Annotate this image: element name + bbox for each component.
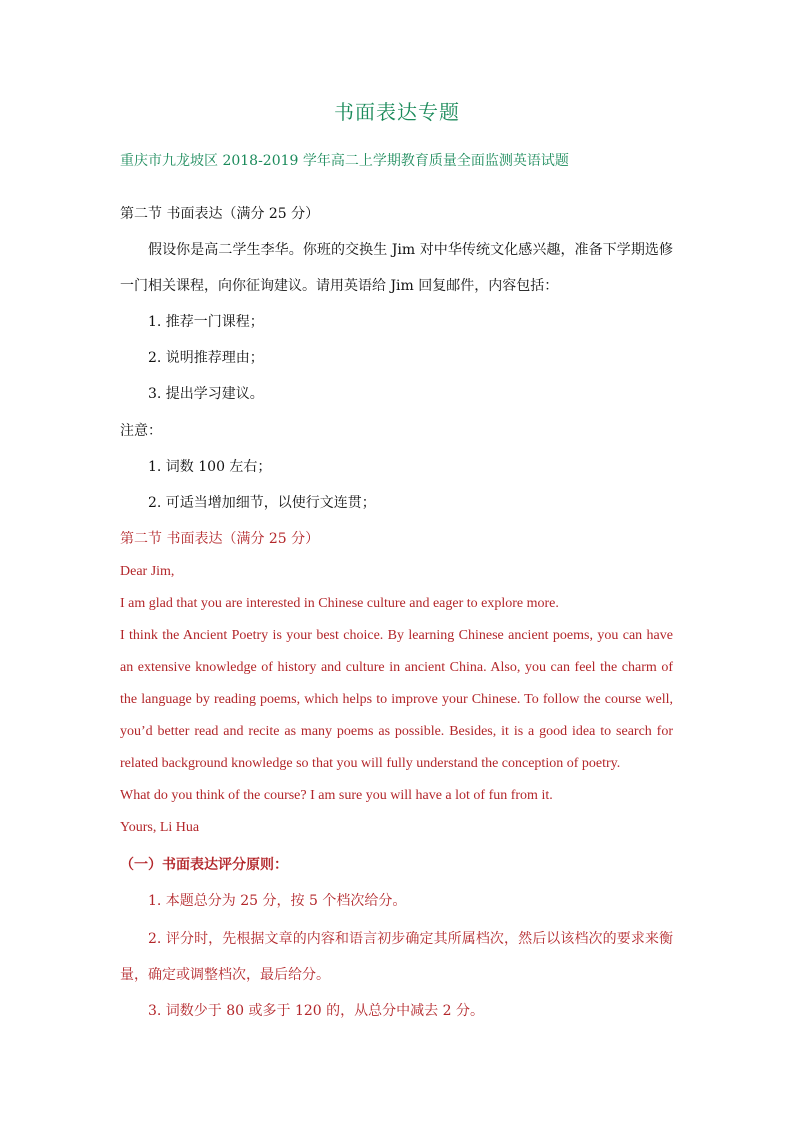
letter-closing: Yours, Li Hua — [120, 820, 200, 835]
notes-label: 注意： — [120, 423, 162, 439]
letter-greeting: Dear Jim, — [120, 564, 175, 579]
prompt-line-2: 一门相关课程，向你征询建议。请用英语给 Jim 回复邮件，内容包括： — [120, 278, 559, 294]
page-title: 书面表达专题 — [334, 100, 460, 124]
letter-paragraph-3: What do you think of the course? I am sure you will have a lot of fun from it. — [120, 788, 553, 803]
letter-p2-line-3: the language by reading poems, which helps to improve your Chinese. To follow the course well, — [120, 692, 673, 707]
section-heading: 第二节 书面表达（满分 25 分） — [120, 206, 320, 222]
prompt-point-1: 1. 推荐一门课程； — [148, 314, 264, 330]
note-item-2: 2. 可适当增加细节，以使行文连贯； — [148, 495, 376, 511]
exam-source-subtitle: 重庆市九龙坡区 2018-2019 学年高二上学期教育质量全面监测英语试题 — [120, 153, 569, 169]
letter-p2-line-1: I think the Ancient Poetry is your best choice. By learning Chinese ancient poems, you can have — [120, 628, 673, 643]
grading-item-1: 1. 本题总分为 25 分，按 5 个档次给分。 — [148, 893, 407, 909]
letter-p2-line-4: you’d better read and recite as many poems as possible. Besides, it is a good idea to search for — [120, 724, 673, 739]
grading-heading: （一）书面表达评分原则： — [120, 857, 288, 873]
prompt-point-3: 3. 提出学习建议。 — [148, 386, 264, 402]
note-item-1: 1. 词数 100 左右； — [148, 459, 272, 475]
prompt-line-1: 假设你是高二学生李华。你班的交换生 Jim 对中华传统文化感兴趣，准备下学期选修 — [148, 242, 673, 258]
grading-item-3: 3. 词数少于 80 或多于 120 的，从总分中减去 2 分。 — [148, 1003, 484, 1019]
letter-p2-line-5: related background knowledge so that you will fully understand the conception of poetry. — [120, 756, 621, 771]
answer-heading: 第二节 书面表达（满分 25 分） — [120, 531, 320, 547]
prompt-point-2: 2. 说明推荐理由； — [148, 350, 264, 366]
letter-paragraph-1: I am glad that you are interested in Chinese culture and eager to explore more. — [120, 596, 559, 611]
grading-item-2-line-1: 2. 评分时，先根据文章的内容和语言初步确定其所属档次，然后以该档次的要求来衡 — [148, 931, 673, 947]
grading-item-2-line-2: 量，确定或调整档次，最后给分。 — [120, 967, 330, 983]
letter-p2-line-2: an extensive knowledge of history and culture in ancient China. Also, you can feel the charm of — [120, 660, 673, 675]
